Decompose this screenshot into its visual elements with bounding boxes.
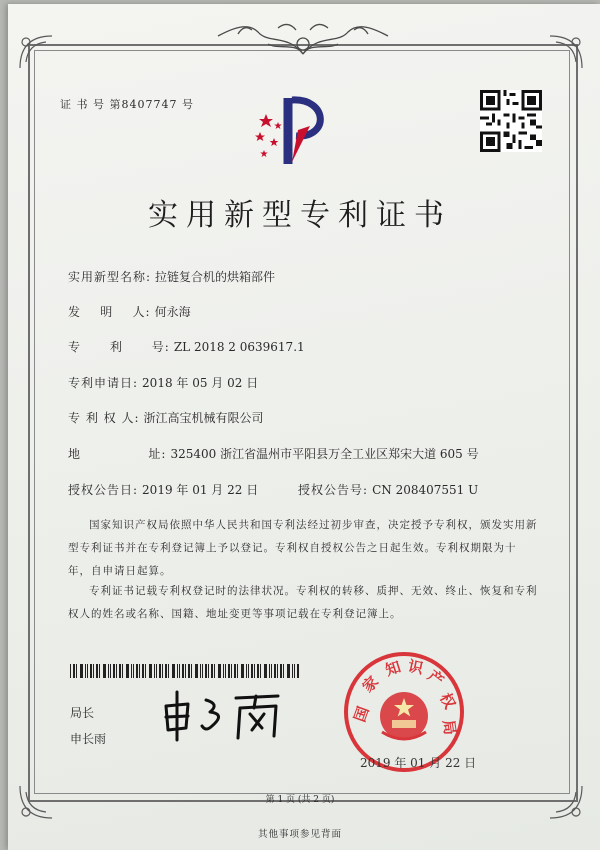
svg-text:权: 权 (436, 690, 460, 712)
paragraph-grant-statement: 国家知识产权局依照中华人民共和国专利法经过初步审查，决定授予专利权，颁发实用新型专利证书并在专利登记簿上予以登记。专利权自授权公告之日起生效。专利权期限为十年，自申请日起算。 (68, 519, 538, 577)
field-inventor (68, 303, 191, 320)
certificate-title: 实用新型专利证书 (148, 198, 452, 233)
field-label: 地 址: (68, 447, 167, 461)
grant-pub-value: CN 208407551 U (372, 483, 479, 497)
top-ornament-icon (208, 14, 398, 60)
field-label: 专 利 权 人: (68, 411, 140, 425)
field-address (68, 445, 479, 462)
field-label: 实用新型名称: (68, 270, 152, 284)
certificate-number: 证 书 号 第8407747 号 (60, 98, 194, 111)
page-indicator: 第 1 页 (共 2 页) (265, 795, 335, 805)
field-value: ZL 2018 2 0639617.1 (173, 340, 305, 354)
paragraph-legal-status: 专利证书记载专利权登记时的法律状况。专利权的转移、质押、无效、终止、恢复和专利权人的姓名或名称、国籍、地址变更等事项记载在专利登记簿上。 (68, 585, 538, 620)
field-utility-model-name (68, 268, 275, 285)
field-patent-number (68, 338, 305, 355)
field-application-date (68, 374, 258, 391)
field-label: 发 明 人: (68, 305, 151, 319)
grant-pub-label: 授权公告号: (298, 483, 369, 497)
signature-icon (158, 684, 298, 744)
field-value: 拉链复合机的烘箱部件 (155, 270, 276, 284)
barcode-icon (70, 664, 302, 678)
field-value: 何永海 (154, 305, 191, 319)
seal-date: 2019 年 01 月 22 日 (360, 756, 477, 770)
svg-text:产: 产 (424, 666, 448, 690)
patent-office-logo-icon (248, 92, 338, 172)
grant-date-value: 2019 年 01 月 22 日 (142, 483, 259, 497)
corner-ornament-icon (16, 32, 56, 72)
svg-text:国: 国 (350, 704, 373, 725)
field-value: 325400 浙江省温州市平阳县万全工业区郑宋大道 605 号 (170, 447, 479, 461)
corner-ornament-icon (546, 32, 586, 72)
signature-name: 申长雨 (70, 732, 107, 746)
field-value: 2018 年 05 月 02 日 (142, 376, 259, 390)
svg-text:识: 识 (406, 656, 425, 678)
field-label: 专利申请日: (68, 376, 139, 390)
field-patentee (68, 409, 264, 426)
signature-role: 局长 (70, 706, 95, 720)
footnote: 其他事项参见背面 (257, 829, 342, 840)
qr-code-icon (480, 90, 542, 152)
field-label: 专 利 号: (68, 340, 170, 354)
field-grant-line (68, 481, 478, 498)
svg-text:家: 家 (358, 672, 383, 696)
svg-text:知: 知 (383, 657, 404, 680)
svg-text:局: 局 (439, 718, 460, 737)
field-value: 浙江高宝机械有限公司 (143, 411, 264, 425)
grant-date-label: 授权公告日: (68, 483, 139, 497)
